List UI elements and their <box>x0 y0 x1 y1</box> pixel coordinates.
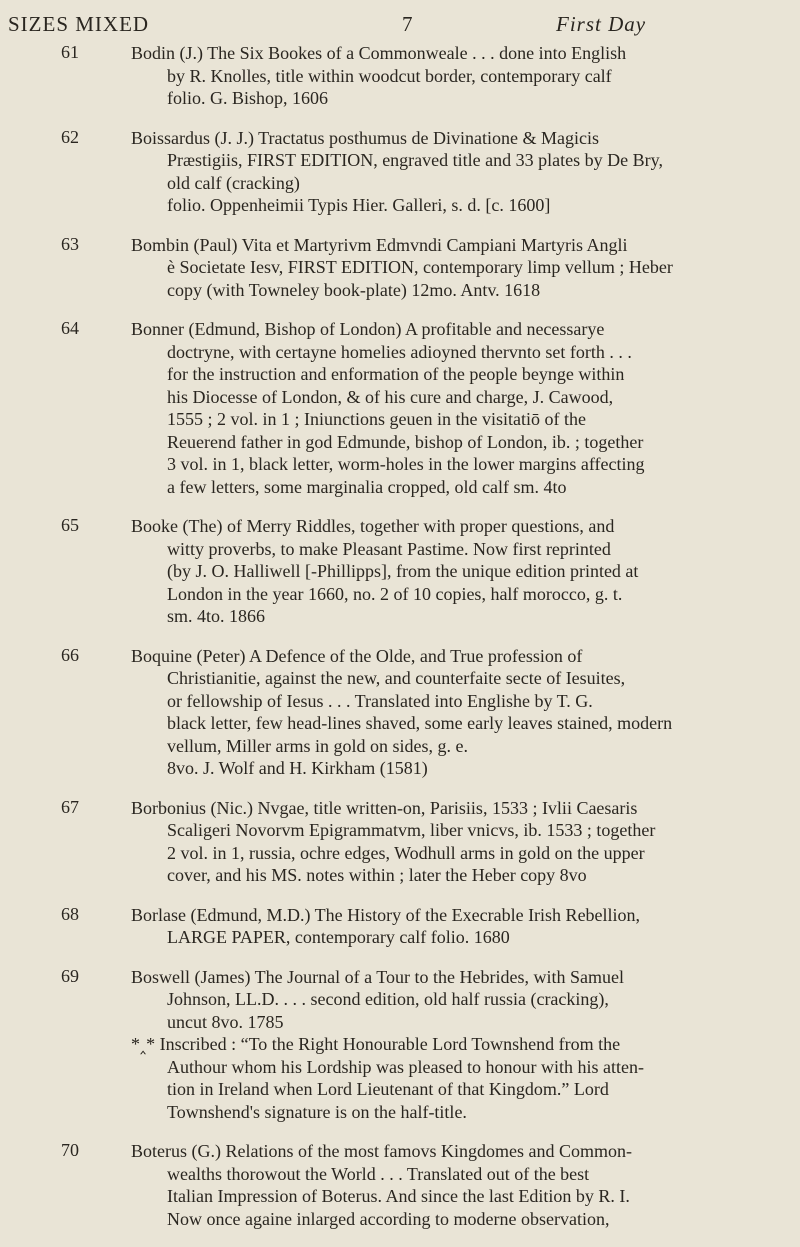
page-number: 7 <box>402 12 414 36</box>
lot-description <box>131 797 781 887</box>
note-line: *‸* Inscribed : “To the Right Honourable Lord Townshend from the <box>131 1034 621 1054</box>
description-line: è Societate Iesv, FIRST EDITION, contemporary limp vellum ; Heber <box>167 257 673 277</box>
lot-entry <box>0 234 800 302</box>
lot-description <box>131 127 781 217</box>
description-line: a few letters, some marginalia cropped, old calf sm. 4to <box>167 476 567 497</box>
lot-number: 63 <box>61 233 79 254</box>
description-line: sm. 4to. 1866 <box>167 606 266 626</box>
description-line: vellum, Miller arms in gold on sides, g. e. <box>167 735 468 756</box>
description-line: Now once againe inlarged according to moderne observation, <box>167 1208 610 1229</box>
lot-number: 70 <box>61 1140 79 1160</box>
page-header <box>0 6 800 42</box>
description-line: copy (with Towneley book-plate) 12mo. Antv. 1618 <box>167 279 541 300</box>
lot-number: 66 <box>61 644 79 665</box>
description-line: Bodin (J.) The Six Bookes of a Commonweale . . . done into English <box>131 43 627 63</box>
lot-entry <box>0 966 800 1124</box>
description-line: witty proverbs, to make Pleasant Pastime. Now first reprinted <box>167 538 611 559</box>
description-line: 2 vol. in 1, russia, ochre edges, Wodhull arms in gold on the upper <box>167 842 645 863</box>
description-line: London in the year 1660, no. 2 of 10 copies, half morocco, g. t. <box>167 583 623 604</box>
description-line: Italian Impression of Boterus. And since the last Edition by R. I. <box>167 1186 630 1206</box>
description-line: Præstigiis, FIRST EDITION, engraved title and 33 plates by De Bry, <box>167 150 663 170</box>
lot-description <box>131 1140 781 1230</box>
lot-entry <box>0 318 800 498</box>
description-line: black letter, few head-lines shaved, some early leaves stained, modern <box>167 713 673 733</box>
note-line: Authour whom his Lordship was pleased to honour with his atten- <box>167 1056 644 1077</box>
description-line: folio. Oppenheimii Typis Hier. Galleri, s. d. [c. 1600] <box>167 195 551 215</box>
description-line: his Diocesse of London, & of his cure and charge, J. Cawood, <box>167 386 614 407</box>
lot-number: 65 <box>61 515 79 535</box>
lot-entry <box>0 42 800 110</box>
lot-list <box>0 42 800 1247</box>
description-line: or fellowship of Iesus . . . Translated into Englishe by T. G. <box>167 690 593 711</box>
lot-entry <box>0 797 800 887</box>
lot-entry <box>0 127 800 217</box>
lot-entry <box>0 1140 800 1230</box>
lot-description <box>131 904 781 949</box>
lot-entry <box>0 515 800 628</box>
note-line: tion in Ireland when Lord Lieutenant of that Kingdom.” Lord <box>167 1079 609 1099</box>
note-line: Townshend's signature is on the half-title. <box>167 1101 467 1122</box>
description-line: Scaligeri Novorvm Epigrammatvm, liber vnicvs, ib. 1533 ; together <box>167 820 656 840</box>
description-line: by R. Knolles, title within woodcut border, contemporary calf <box>167 65 612 86</box>
description-line: folio. G. Bishop, 1606 <box>167 88 329 108</box>
description-line: (by J. O. Halliwell [-Phillipps], from the unique edition printed at <box>167 561 639 581</box>
lot-entry <box>0 904 800 949</box>
provenance-note <box>131 1033 781 1123</box>
description-line: uncut 8vo. 1785 <box>167 1011 284 1032</box>
description-line: Boterus (G.) Relations of the most famovs Kingdomes and Common- <box>131 1141 632 1161</box>
description-line: doctryne, with certayne homelies adioyned thervnto set forth . . . <box>167 341 632 362</box>
lot-description <box>131 515 781 628</box>
lot-number: 68 <box>61 903 79 924</box>
description-line: 3 vol. in 1, black letter, worm-holes in the lower margins affecting <box>167 454 645 474</box>
lot-entry <box>0 645 800 780</box>
description-line: Borlase (Edmund, M.D.) The History of the Execrable Irish Rebellion, <box>131 904 641 925</box>
lot-number: 67 <box>61 796 79 817</box>
header-day: First Day <box>556 12 647 36</box>
lot-description <box>131 42 781 110</box>
lot-description <box>131 318 781 498</box>
lot-number: 69 <box>61 965 79 986</box>
description-line: Christianitie, against the new, and counterfaite secte of Iesuites, <box>167 668 626 688</box>
description-line: Booke (The) of Merry Riddles, together with proper questions, and <box>131 516 615 536</box>
lot-number: 61 <box>61 42 79 62</box>
description-line: LARGE PAPER, contemporary calf folio. 1680 <box>167 927 510 947</box>
description-line: Bonner (Edmund, Bishop of London) A profitable and necessarye <box>131 319 605 339</box>
description-line: Boissardus (J. J.) Tractatus posthumus de Divinatione & Magicis <box>131 127 599 148</box>
description-line: Boquine (Peter) A Defence of the Olde, and True profession of <box>131 645 583 666</box>
description-line: 8vo. J. Wolf and H. Kirkham (1581) <box>167 758 428 778</box>
lot-number: 62 <box>61 126 79 147</box>
description-line: Boswell (James) The Journal of a Tour to the Hebrides, with Samuel <box>131 966 624 987</box>
description-line: Johnson, LL.D. . . . second edition, old half russia (cracking), <box>167 989 609 1009</box>
description-line: wealths thorowout the World . . . Translated out of the best <box>167 1163 590 1184</box>
header-section-title: SIZES MIXED <box>8 12 150 36</box>
description-line: Borbonius (Nic.) Nvgae, title written-on, Parisiis, 1533 ; Ivlii Caesaris <box>131 797 638 818</box>
lot-description <box>131 645 781 780</box>
description-line: old calf (cracking) <box>167 172 300 193</box>
lot-number: 64 <box>61 318 79 338</box>
lot-description <box>131 966 781 1124</box>
lot-description <box>131 234 781 302</box>
description-line: cover, and his MS. notes within ; later the Heber copy 8vo <box>167 865 587 885</box>
description-line: Reuerend father in god Edmunde, bishop of London, ib. ; together <box>167 431 644 452</box>
description-line: for the instruction and enformation of the people beynge within <box>167 364 625 384</box>
description-line: Bombin (Paul) Vita et Martyrivm Edmvndi Campiani Martyris Angli <box>131 234 628 255</box>
description-line: 1555 ; 2 vol. in 1 ; Iniunctions geuen in the visitatiō of the <box>167 409 586 429</box>
